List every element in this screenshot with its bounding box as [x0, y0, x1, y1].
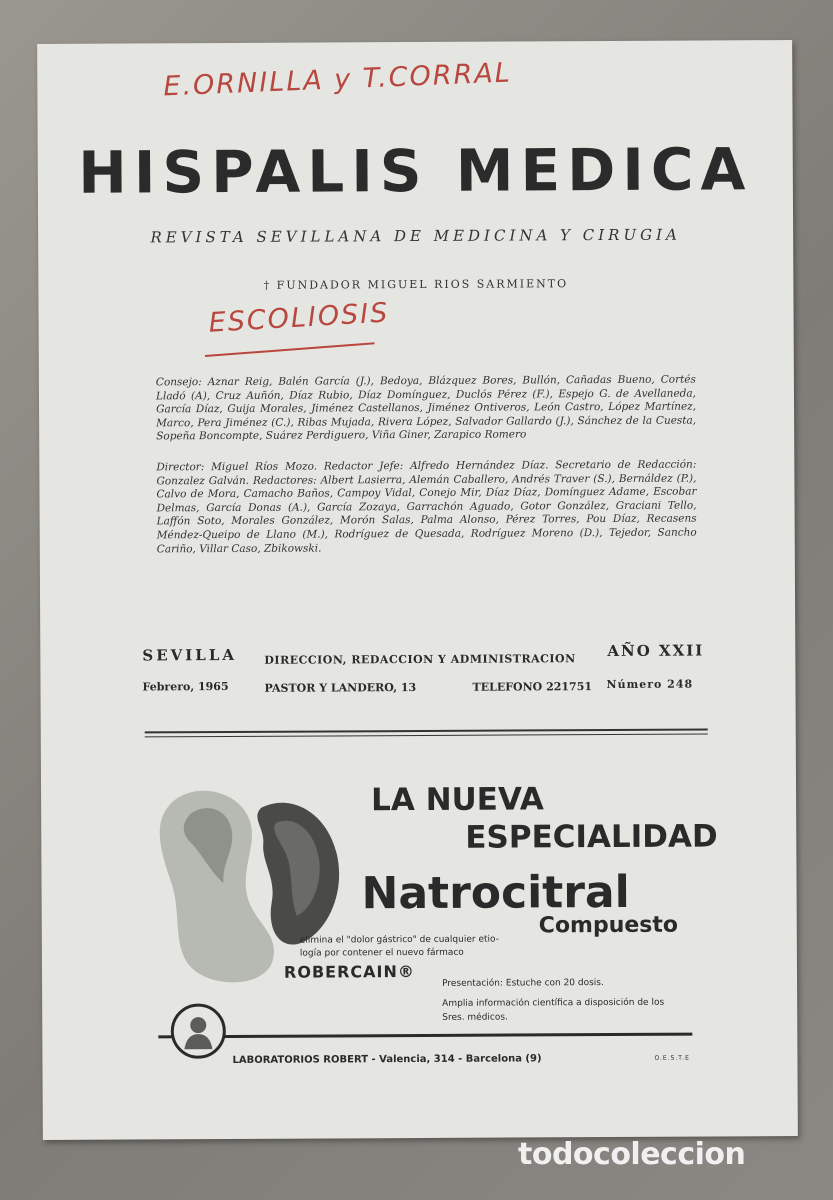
site-watermark: todocoleccion: [518, 1137, 746, 1172]
magazine-subtitle: REVISTA SEVILLANA DE MEDICINA Y CIRUGIA: [150, 225, 681, 247]
ad-headline-1: LA NUEVA: [371, 781, 544, 819]
publication-office: DIRECCION, REDACCION Y ADMINISTRACION: [264, 652, 576, 667]
ad-brand-name: Natrocitral: [361, 866, 630, 920]
publication-address: PASTOR Y LANDERO, 13: [264, 681, 417, 695]
editorial-board: Consejo: Aznar Reig, Balén García (J.), Bedoya, Blázquez Bores, Bullón, Cañadas Bueno, Cortés Lladó (A), Cruz Auñón, Díaz Rubio, Díaz Domínguez, Duclós Pérez (F.), Espejo G. de Avellaneda, García Díaz, Guija Morales, Jiménez Castellanos, Jiménez Ontiveros, León Castro, López Martínez, Marco, Pera Jiménez (C.), Ribas Mujada, Rivera López, Salvador Gallardo (J.), Sánchez de la Cuesta, Sopeña Boncompte, Suárez Perdiguero, Viña Giner, Zarapico Romero: [155, 373, 697, 443]
ad-rule: [158, 1033, 692, 1039]
ad-info-2: Sres. médicos.: [442, 1012, 508, 1023]
ad-laboratory: LABORATORIOS ROBERT - Valencia, 314 - Barcelona (9): [232, 1053, 542, 1066]
publication-phone: TELEFONO 221751: [472, 680, 593, 694]
publication-year: AÑO XXII: [607, 641, 705, 661]
ad-brand-suffix: Compuesto: [538, 912, 679, 939]
laboratory-seal-icon: [170, 1003, 226, 1059]
ad-agency-mark: O.E.S.T.E: [654, 1054, 690, 1062]
ad-drug-name: ROBERCAIN®: [283, 962, 415, 982]
ad-presentation: Presentación: Estuche con 20 dosis.: [442, 978, 604, 989]
divider-rule: [145, 728, 708, 733]
handwritten-names: E.ORNILLA y T.CORRAL: [162, 57, 513, 103]
ad-info-1: Amplia información científica a disposición de los: [442, 997, 665, 1009]
publication-city: SEVILLA: [142, 645, 238, 665]
handwritten-underline: [205, 342, 375, 357]
handwritten-topic: ESCOLIOSIS: [207, 297, 391, 339]
publication-date: Febrero, 1965: [142, 679, 229, 694]
magazine-title: HISPALIS MEDICA: [78, 135, 753, 207]
ad-description-1: elimina el "dolor gástrico" de cualquier etio-: [299, 934, 499, 946]
magazine-cover: [37, 40, 798, 1140]
ad-description-2: logía por contener el nuevo fármaco: [299, 947, 464, 959]
founder-line: † FUNDADOR MIGUEL RIOS SARMIENTO: [263, 277, 569, 292]
ad-headline-2: ESPECIALIDAD: [465, 818, 718, 856]
divider-rule-thin: [145, 733, 708, 737]
editorial-staff: Director: Miguel Ríos Mozo. Redactor Jefe: Alfredo Hernández Díaz. Secretario de Redacción: Gonzalez Galván. Redactores: Albert Lasierra, Alemán Caballero, Andrés Traver (S.), Bernáldez (P.), Calvo de Mora, Camacho Baños, Campoy Vidal, Conejo Mir, Díaz Díaz, Domínguez Adame, Escobar Delmas, García Donas (A.), García Zozaya, Garrachón Aguado, Gotor González, Graciani Tello, Laffón Soto, Morales González, Morón Salas, Palma Alonso, Pérez Torres, Pou Díaz, Recasens Méndez-Queipo de Llano (M.), Rodríguez de Quesada, Rodríguez Moreno (D.), Tejedor, Sancho Cariño, Villar Caso, Zbikowski.: [156, 458, 697, 555]
publication-number: Número 248: [606, 677, 694, 692]
